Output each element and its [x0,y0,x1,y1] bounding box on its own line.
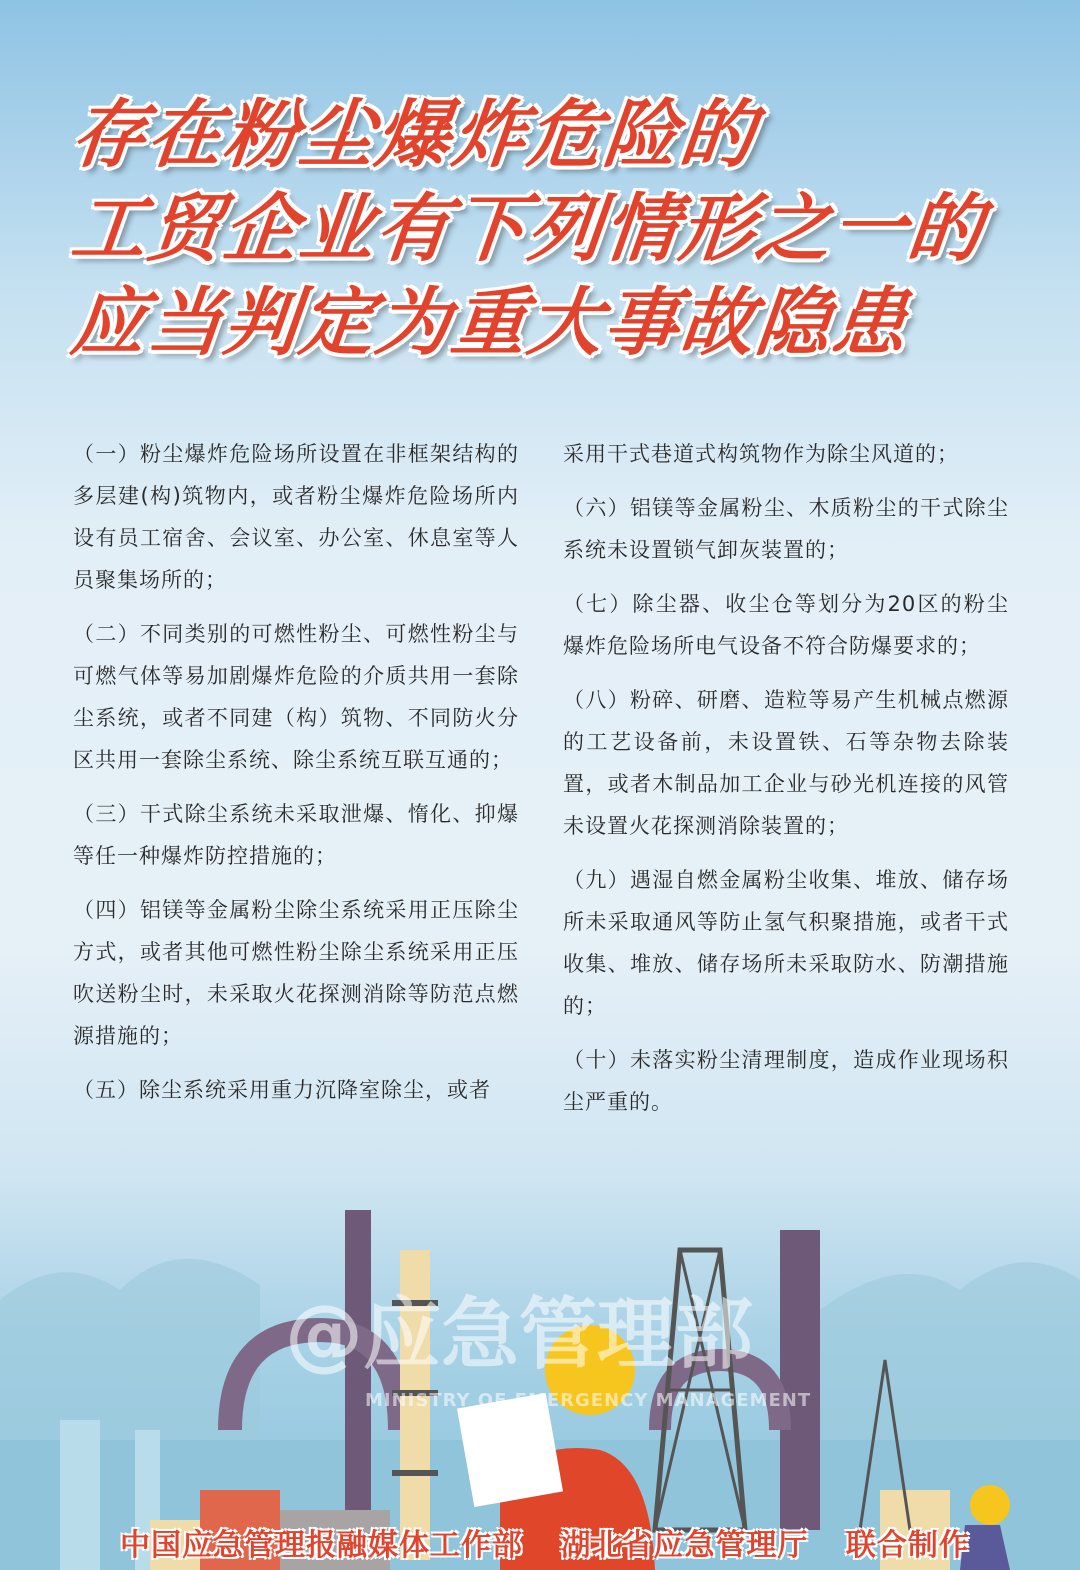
industrial-illustration [0,1190,1080,1570]
list-item: （七）除尘器、收尘仓等划分为20区的粉尘爆炸危险场所电气设备不符合防爆要求的； [563,592,1009,658]
list-item: （六）铝镁等金属粉尘、木质粉尘的干式除尘系统未设置锁气卸灰装置的； [563,496,1009,562]
list-item: （二）不同类别的可燃性粉尘、可燃性粉尘与可燃气体等易加剧爆炸危险的介质共用一套除尘系统，或者不同建（构）筑物、不同防火分区共用一套除尘系统、除尘系统互联互通的； [73,622,519,772]
list-item: （九）遇湿自燃金属粉尘收集、堆放、储存场所未采取通风等防止氢气积聚措施，或者干式收集、堆放、储存场所未采取防水、防潮措施的； [563,868,1009,1018]
right-column [563,433,1009,1135]
credit-org: 中国应急管理报融媒体工作部 [120,1528,523,1563]
watermark-subtitle: MINISTRY OF EMERGENCY MANAGEMENT [365,1390,812,1411]
list-item: （八）粉碎、研磨、造粒等易产生机械点燃源的工艺设备前，未设置铁、石等杂物去除装置，或者木制品加工企业与砂光机连接的风管未设置火花探测消除装置的； [563,688,1009,838]
title-line: 工贸企业有下列情形之一的 [67,186,989,272]
list-item: （三）干式除尘系统未采取泄爆、惰化、抑爆等任一种爆炸防控措施的； [73,802,519,868]
poster-title [67,88,989,370]
worker-helmet [970,1485,1010,1525]
credits [120,1528,996,1564]
list-item: （十）未落实粉尘清理制度，造成作业现场积尘严重的。 [563,1048,1009,1114]
list-item: （五）除尘系统采用重力沉降室除尘，或者 [73,1078,491,1102]
chimney [780,1230,820,1530]
left-column [73,433,519,1123]
credit-org: 湖北省应急管理厅 [560,1528,809,1563]
list-item: 采用干式巷道式构筑物作为除尘风道的； [563,442,959,466]
list-item: （四）铝镁等金属粉尘除尘系统采用正压除尘方式，或者其他可燃性粉尘除尘系统采用正压吹送粉尘时，未采取火花探测消除等防范点燃源措施的； [73,898,519,1048]
title-line: 应当判定为重大事故隐患 [67,280,913,366]
title-line: 存在粉尘爆炸危险的 [67,92,761,178]
list-item: （一）粉尘爆炸危险场所设置在非框架结构的多层建(构)筑物内，或者粉尘爆炸危险场所内设有员工宿舍、会议室、办公室、休息室等人员聚集场所的； [73,442,519,592]
credit-note: 联合制作 [845,1528,970,1563]
watermark: @应急管理部 [285,1290,754,1380]
